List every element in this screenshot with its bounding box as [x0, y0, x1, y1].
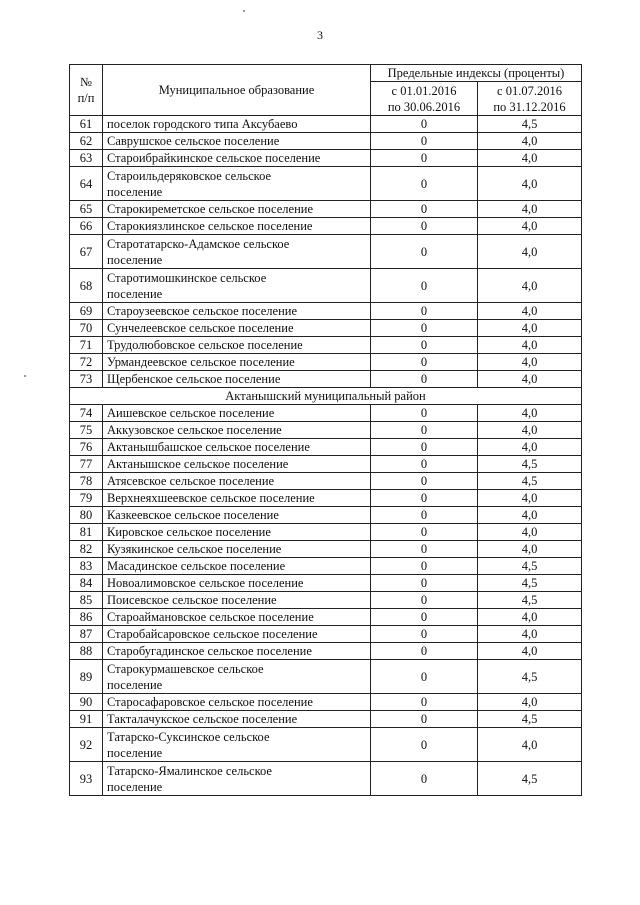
municipality-name: Староаймановское сельское поселение	[103, 609, 371, 626]
table-row	[70, 609, 582, 626]
municipality-name: Новоалимовское сельское поселение	[103, 575, 371, 592]
municipality-name: Казкеевское сельское поселение	[103, 507, 371, 524]
row-number: 88	[70, 643, 103, 660]
municipality-name: Щербенское сельское поселение	[103, 371, 371, 388]
table-row	[70, 762, 582, 796]
municipality-name: Старобугадинское сельское поселение	[103, 643, 371, 660]
table-row	[70, 592, 582, 609]
row-number: 75	[70, 422, 103, 439]
row-number: 93	[70, 762, 103, 796]
row-number: 74	[70, 405, 103, 422]
index-period-2: 4,0	[478, 337, 582, 354]
indices-table	[69, 64, 582, 796]
municipality-name: поселок городского типа Аксубаево	[103, 116, 371, 133]
municipality-name: Поисевское сельское поселение	[103, 592, 371, 609]
municipality-name: Атясевское сельское поселение	[103, 473, 371, 490]
municipality-name: Верхнеяхшеевское сельское поселение	[103, 490, 371, 507]
row-number: 62	[70, 133, 103, 150]
municipality-name: Масадинское сельское поселение	[103, 558, 371, 575]
index-period-2: 4,0	[478, 371, 582, 388]
row-number: 82	[70, 541, 103, 558]
row-number: 71	[70, 337, 103, 354]
row-number: 81	[70, 524, 103, 541]
index-period-1: 0	[371, 524, 478, 541]
index-period-2: 4,0	[478, 235, 582, 269]
table-row	[70, 354, 582, 371]
index-period-1: 0	[371, 575, 478, 592]
municipality-name: Староибрайкинское сельское поселение	[103, 150, 371, 167]
row-number: 61	[70, 116, 103, 133]
index-period-1: 0	[371, 371, 478, 388]
row-number: 70	[70, 320, 103, 337]
scan-speck	[24, 375, 26, 377]
municipality-name: Старотимошкинское сельское поселение	[103, 269, 371, 303]
index-period-2: 4,5	[478, 762, 582, 796]
index-period-2: 4,0	[478, 150, 582, 167]
row-number: 84	[70, 575, 103, 592]
table-row	[70, 694, 582, 711]
header-period-2: с 01.07.2016 по 31.12.2016	[478, 82, 582, 116]
index-period-1: 0	[371, 303, 478, 320]
row-number: 78	[70, 473, 103, 490]
table-row	[70, 473, 582, 490]
index-period-1: 0	[371, 337, 478, 354]
index-period-2: 4,0	[478, 728, 582, 762]
index-period-2: 4,0	[478, 269, 582, 303]
index-period-2: 4,0	[478, 507, 582, 524]
municipality-name: Татарско-Ямалинское сельское поселение	[103, 762, 371, 796]
index-period-2: 4,0	[478, 133, 582, 150]
table-row	[70, 541, 582, 558]
municipality-name: Старокурмашевское сельское поселение	[103, 660, 371, 694]
index-period-2: 4,5	[478, 592, 582, 609]
scan-speck	[243, 10, 245, 12]
table-row	[70, 456, 582, 473]
index-period-1: 0	[371, 439, 478, 456]
municipality-name: Кировское сельское поселение	[103, 524, 371, 541]
table-row	[70, 116, 582, 133]
municipality-name: Старобайсаровское сельское поселение	[103, 626, 371, 643]
section-row	[70, 388, 582, 405]
table-row	[70, 558, 582, 575]
row-number: 66	[70, 218, 103, 235]
index-period-1: 0	[371, 320, 478, 337]
table-row	[70, 337, 582, 354]
index-period-1: 0	[371, 558, 478, 575]
table-row	[70, 728, 582, 762]
table-row	[70, 711, 582, 728]
municipality-name: Старокиреметское сельское поселение	[103, 201, 371, 218]
table-row	[70, 524, 582, 541]
header-municipality: Муниципальное образование	[103, 65, 371, 116]
row-number: 64	[70, 167, 103, 201]
index-period-2: 4,5	[478, 558, 582, 575]
index-period-1: 0	[371, 235, 478, 269]
index-period-2: 4,5	[478, 660, 582, 694]
index-period-2: 4,5	[478, 456, 582, 473]
page-number: 3	[317, 28, 323, 42]
row-number: 77	[70, 456, 103, 473]
municipality-name: Староузеевское сельское поселение	[103, 303, 371, 320]
table-row	[70, 269, 582, 303]
table-row	[70, 235, 582, 269]
municipality-name: Кузякинское сельское поселение	[103, 541, 371, 558]
section-title: Актанышский муниципальный район	[70, 388, 582, 405]
table-row	[70, 507, 582, 524]
row-number: 91	[70, 711, 103, 728]
index-period-2: 4,0	[478, 524, 582, 541]
row-number: 87	[70, 626, 103, 643]
table-row	[70, 218, 582, 235]
municipality-name: Аишевское сельское поселение	[103, 405, 371, 422]
index-period-2: 4,0	[478, 354, 582, 371]
table-row	[70, 490, 582, 507]
municipality-name: Саврушское сельское поселение	[103, 133, 371, 150]
index-period-1: 0	[371, 473, 478, 490]
index-period-2: 4,0	[478, 626, 582, 643]
municipality-name: Старотатарско-Адамское сельское поселение	[103, 235, 371, 269]
index-period-1: 0	[371, 201, 478, 218]
municipality-name: Аккузовское сельское поселение	[103, 422, 371, 439]
index-period-1: 0	[371, 643, 478, 660]
index-period-2: 4,0	[478, 490, 582, 507]
row-number: 67	[70, 235, 103, 269]
table-row	[70, 422, 582, 439]
row-number: 76	[70, 439, 103, 456]
index-period-1: 0	[371, 354, 478, 371]
index-period-1: 0	[371, 660, 478, 694]
municipality-name: Старосафаровское сельское поселение	[103, 694, 371, 711]
index-period-2: 4,5	[478, 473, 582, 490]
index-period-1: 0	[371, 711, 478, 728]
row-number: 86	[70, 609, 103, 626]
row-number: 89	[70, 660, 103, 694]
index-period-2: 4,0	[478, 694, 582, 711]
row-number: 73	[70, 371, 103, 388]
index-period-1: 0	[371, 728, 478, 762]
row-number: 79	[70, 490, 103, 507]
index-period-2: 4,0	[478, 405, 582, 422]
table-row	[70, 150, 582, 167]
index-period-2: 4,0	[478, 541, 582, 558]
index-period-1: 0	[371, 269, 478, 303]
table-row	[70, 371, 582, 388]
municipality-name: Актанышское сельское поселение	[103, 456, 371, 473]
row-number: 65	[70, 201, 103, 218]
table-row	[70, 303, 582, 320]
row-number: 69	[70, 303, 103, 320]
municipality-name: Староильдеряковское сельское поселение	[103, 167, 371, 201]
municipality-name: Актанышбашское сельское поселение	[103, 439, 371, 456]
table-row	[70, 626, 582, 643]
index-period-1: 0	[371, 405, 478, 422]
index-period-2: 4,5	[478, 116, 582, 133]
index-period-2: 4,0	[478, 167, 582, 201]
municipality-name: Трудолюбовское сельское поселение	[103, 337, 371, 354]
table-row	[70, 643, 582, 660]
index-period-1: 0	[371, 490, 478, 507]
row-number: 68	[70, 269, 103, 303]
index-period-2: 4,0	[478, 201, 582, 218]
row-number: 83	[70, 558, 103, 575]
table-header	[70, 65, 582, 116]
header-period-1: с 01.01.2016 по 30.06.2016	[371, 82, 478, 116]
index-period-2: 4,0	[478, 303, 582, 320]
row-number: 92	[70, 728, 103, 762]
table-row	[70, 167, 582, 201]
index-period-1: 0	[371, 456, 478, 473]
index-period-1: 0	[371, 150, 478, 167]
index-period-1: 0	[371, 133, 478, 150]
row-number: 72	[70, 354, 103, 371]
municipality-name: Урмандеевское сельское поселение	[103, 354, 371, 371]
index-period-2: 4,5	[478, 711, 582, 728]
header-number: № п/п	[70, 65, 103, 116]
municipality-name: Такталачукское сельское поселение	[103, 711, 371, 728]
table-row	[70, 660, 582, 694]
index-period-1: 0	[371, 626, 478, 643]
index-period-2: 4,0	[478, 643, 582, 660]
table-row	[70, 133, 582, 150]
municipality-name: Сунчелеевское сельское поселение	[103, 320, 371, 337]
table-row	[70, 320, 582, 337]
row-number: 90	[70, 694, 103, 711]
index-period-1: 0	[371, 116, 478, 133]
row-number: 80	[70, 507, 103, 524]
index-period-2: 4,0	[478, 422, 582, 439]
table-body	[70, 116, 582, 796]
index-period-1: 0	[371, 541, 478, 558]
index-period-1: 0	[371, 762, 478, 796]
row-number: 85	[70, 592, 103, 609]
table-row	[70, 201, 582, 218]
index-period-1: 0	[371, 167, 478, 201]
index-period-1: 0	[371, 507, 478, 524]
index-period-2: 4,0	[478, 609, 582, 626]
municipality-name: Старокиязлинское сельское поселение	[103, 218, 371, 235]
municipality-name: Татарско-Суксинское сельское поселение	[103, 728, 371, 762]
index-period-1: 0	[371, 218, 478, 235]
index-period-2: 4,5	[478, 575, 582, 592]
index-period-1: 0	[371, 592, 478, 609]
table-row	[70, 405, 582, 422]
index-period-1: 0	[371, 609, 478, 626]
index-period-1: 0	[371, 422, 478, 439]
header-limit-indices: Предельные индексы (проценты)	[371, 65, 582, 82]
index-period-1: 0	[371, 694, 478, 711]
index-period-2: 4,0	[478, 320, 582, 337]
row-number: 63	[70, 150, 103, 167]
index-period-2: 4,0	[478, 439, 582, 456]
table-row	[70, 439, 582, 456]
index-period-2: 4,0	[478, 218, 582, 235]
table-row	[70, 575, 582, 592]
